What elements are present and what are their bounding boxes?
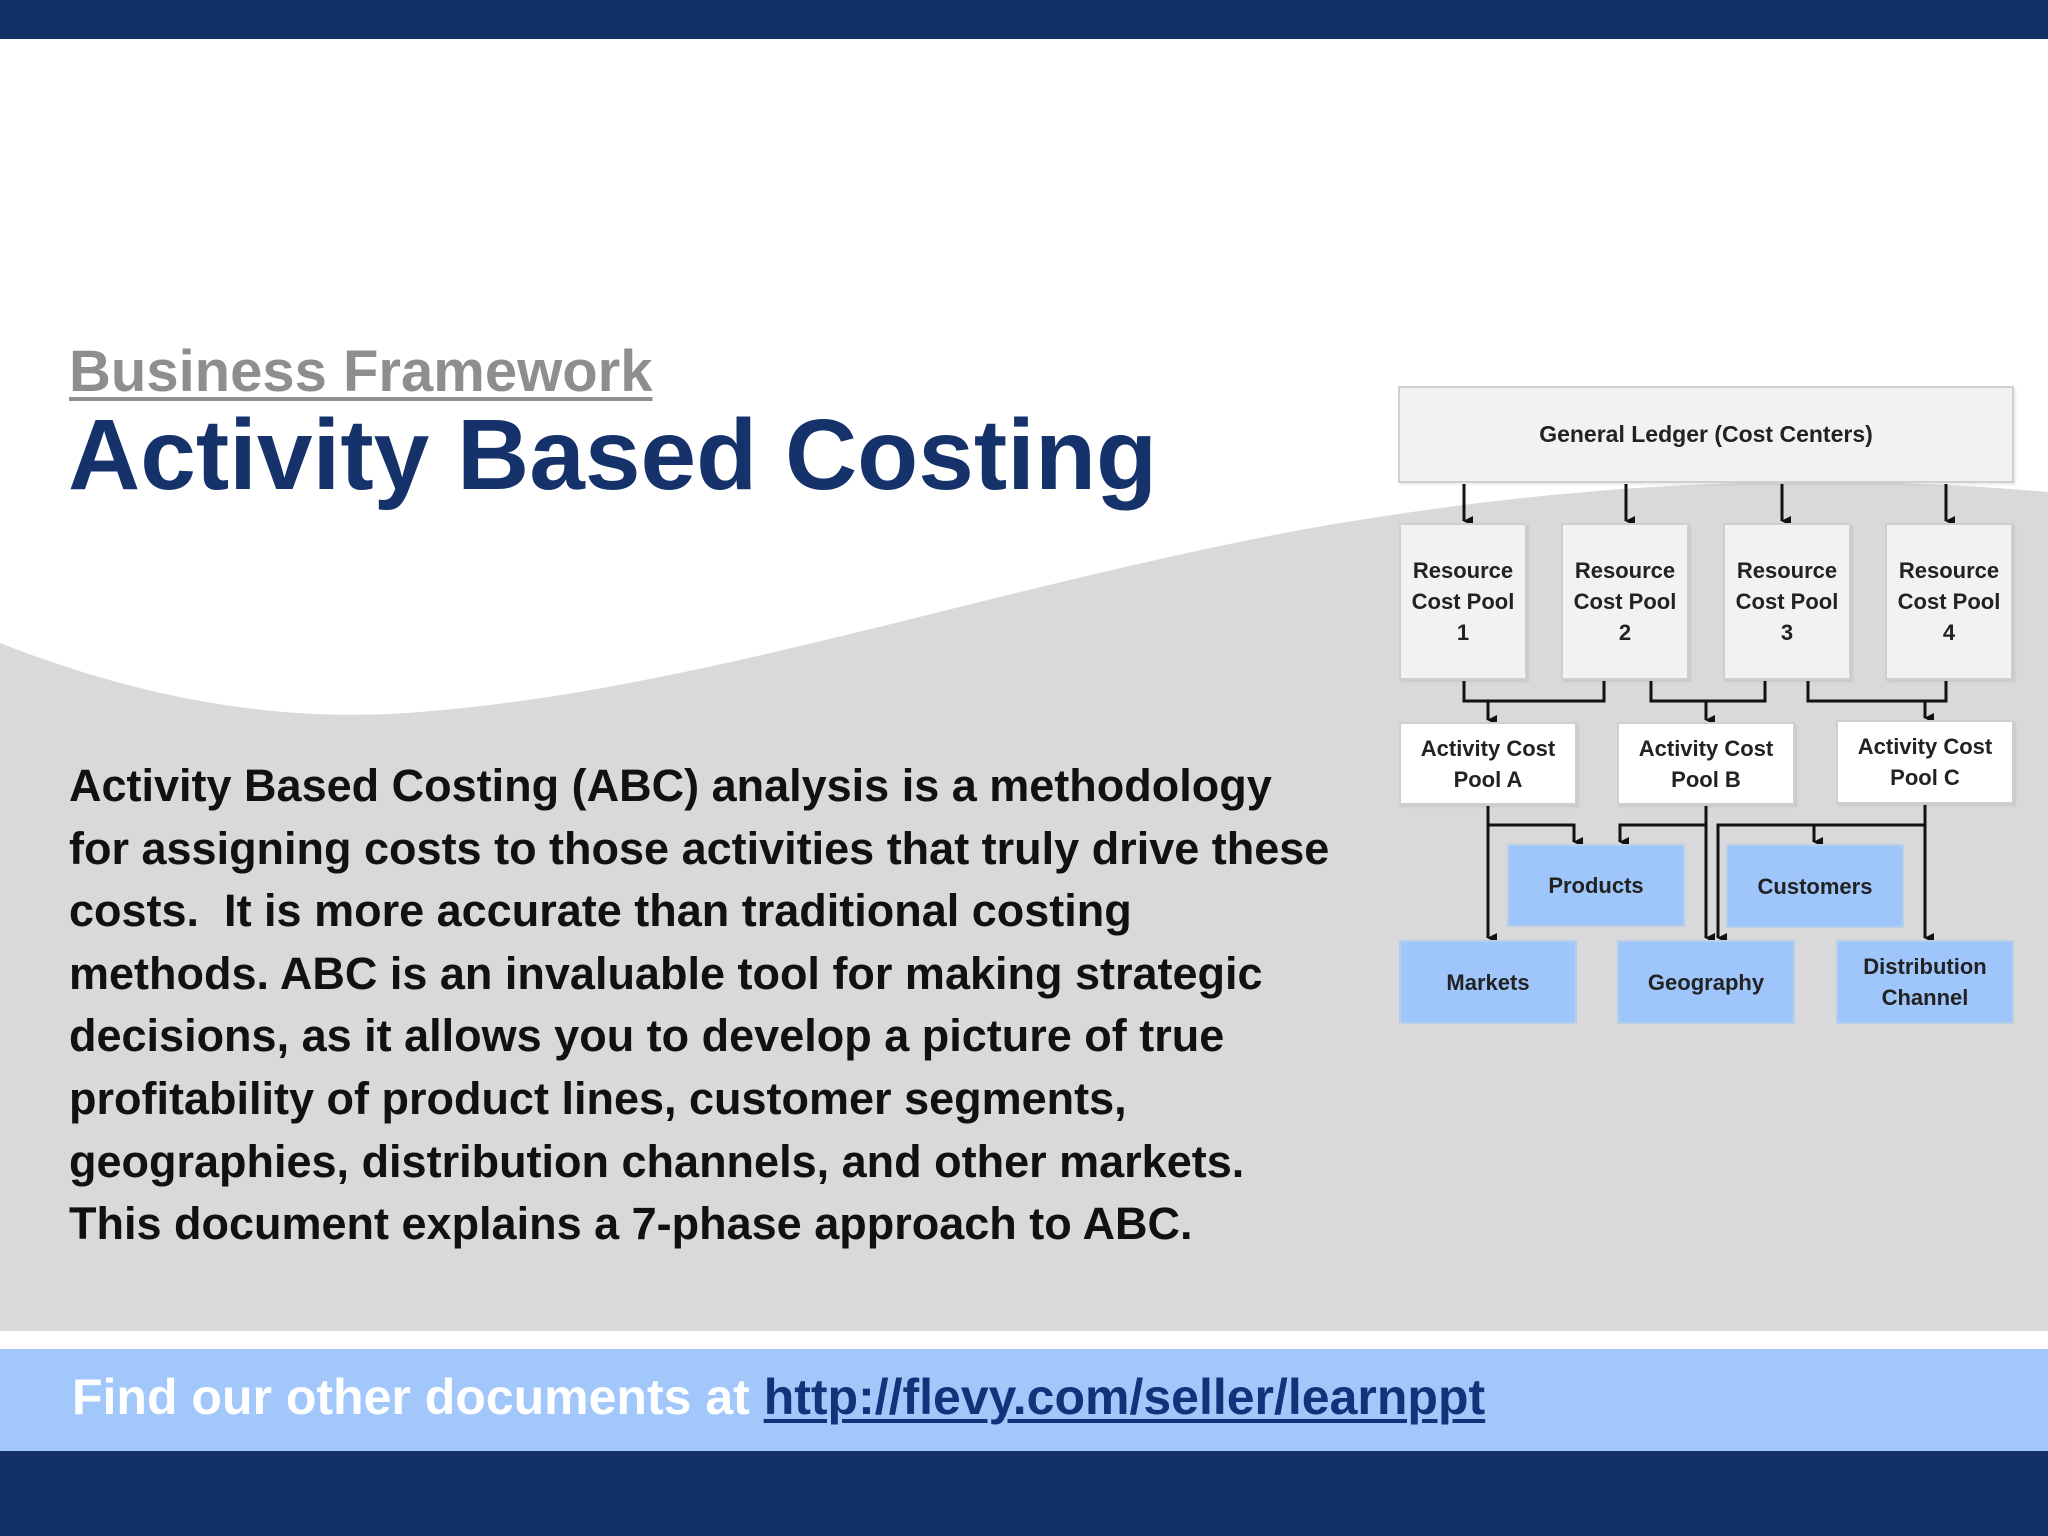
activity-pool-line: Pool C [1890,765,1960,790]
distribution-channel-box [1836,940,2014,1024]
resource-pool-line: Resource [1736,558,1838,583]
resource-pool-line: Resource [1412,558,1514,583]
description-line: Activity Based Costing (ABC) analysis is a methodology [69,760,1272,811]
products-box [1507,844,1685,927]
section-label[interactable]: Business Framework [69,339,653,404]
description-line: costs. It is more accurate than traditional costing [69,885,1132,937]
resource-cost-pool-2 [1561,523,1689,680]
general-ledger-label: General Ledger (Cost Centers) [1539,421,1873,447]
description-line: methods. ABC is an invaluable tool for making strategic [69,947,1263,999]
activity-cost-pool-a [1399,722,1577,805]
activity-pool-line: Pool A [1453,766,1523,792]
resource-cost-pool-4 [1885,523,2013,680]
resource-pool-line: Cost Pool [1897,589,2001,614]
activity-pool-line: Activity Cost [1420,735,1556,761]
footer-prefix: Find our other documents at [72,1369,764,1425]
general-ledger-box [1398,386,2014,483]
customers-label: Customers [1757,873,1873,899]
geography-label: Geography [1647,969,1765,995]
resource-pool-line: Resource [1574,558,1676,583]
activity-pool-line: Activity Cost [1638,735,1774,761]
resource-cost-pool-3 [1723,523,1851,680]
distribution-channel-line: Channel [1881,985,1969,1010]
markets-box [1399,940,1577,1024]
description-paragraph [69,755,1379,1256]
resource-pool-line: Resource [1898,558,2000,583]
resource-pool-number: 3 [1780,620,1794,645]
description-line: decisions, as it allows you to develop a picture of true [69,1010,1225,1062]
top-bar [0,0,2048,39]
footer-text [72,1368,1485,1426]
activity-pool-line: Activity Cost [1857,734,1993,759]
products-label: Products [1548,873,1644,898]
resource-pool-number: 1 [1456,620,1470,645]
geography-box [1617,940,1795,1024]
footer-link[interactable]: http://flevy.com/seller/learnppt [763,1369,1486,1425]
description-line: geographies, distribution channels, and other markets. [69,1135,1245,1187]
distribution-channel-line: Distribution [1863,954,1987,979]
activity-cost-pool-c [1836,720,2014,804]
resource-pool-line: Cost Pool [1411,589,1515,614]
description-line: This document explains a 7-phase approach to ABC. [69,1198,1193,1250]
markets-label: Markets [1446,969,1530,995]
resource-pool-number: 4 [1942,620,1956,645]
page-title: Activity Based Costing [68,399,1158,511]
description-line: for assigning costs to those activities that truly drive these [69,822,1330,874]
footer-divider [0,1331,2048,1349]
activity-cost-pool-b [1617,722,1795,805]
resource-pool-line: Cost Pool [1573,589,1677,614]
resource-cost-pool-1 [1399,523,1527,680]
description-line: profitability of product lines, customer segments, [69,1072,1127,1124]
resource-pool-line: Cost Pool [1735,589,1839,614]
bottom-bar [0,1451,2048,1536]
resource-pool-number: 2 [1618,620,1632,645]
customers-box [1726,844,1904,928]
activity-pool-line: Pool B [1671,766,1741,792]
